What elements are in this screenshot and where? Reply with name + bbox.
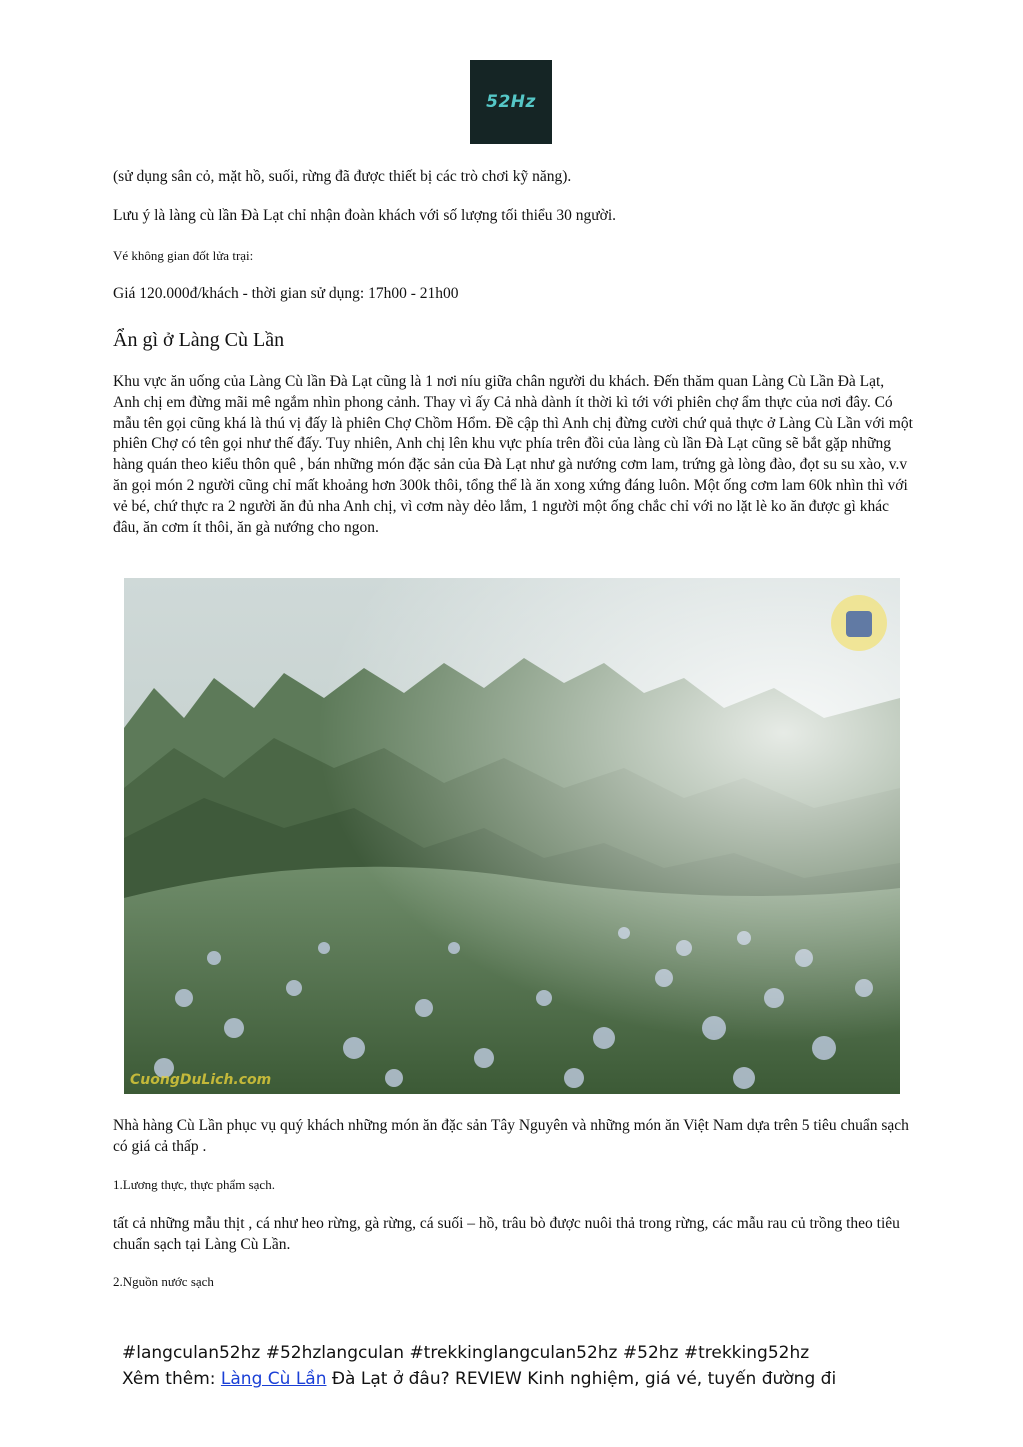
page-footer (122, 1340, 836, 1392)
paragraph-food-area: Khu vực ăn uống của Làng Cù lần Đà Lạt cũng là 1 nơi níu giữa chân người du khách. Đến thăm quan Làng Cù Lần Đà Lạt, Anh chị em đừng mãi mê ngắm nhìn phong cảnh. Thay vì ấy Cả nhà dành ít thời kì tới với phiên chợ ẩm thực của nơi đây. Có mẫu tên gọi cũng khá là thú vị đấy là phiên Chợ Chồm Hổm. Đề cập thì Anh chị đừng cười chứ quả thực ở Làng Cù Lần với một phiên Chợ có tên gọi như thế đấy. Tuy nhiên, Anh chị lên khu vực phía trên đồi của làng cù lần Đà Lạt cũng sẽ bắt gặp những hàng quán theo kiểu thôn quê , bán những món đặc sản của Đà Lạt như gà nướng cơm lam, trứng gà lòng đào, đọt su su xào, v.v ăn gọi món 2 người cũng chỉ mất khoảng hơn 300k thôi, tổng thể là ăn xong xứng đáng luôn. Một ống cơm lam 60k nhìn thì với vẻ bé, chứ thực ra 2 người ăn đủ nha Anh chị, vì cơm này dẻo lắm, 1 người một ống chắc chỉ với no lặt lè ko ăn được gì khác đâu, ăn cơm ít thôi, ăn gà nướng cho ngon. (113, 373, 913, 536)
paragraph-skills-venue: (sử dụng sân cỏ, mặt hồ, suối, rừng đã được thiết bị các trò chơi kỹ năng). (113, 168, 572, 185)
footer-link[interactable]: Làng Cù Lần (220, 1369, 327, 1389)
brand-logo-text: 52Hz (486, 92, 536, 112)
footer-suffix: Đà Lạt ở đâu? REVIEW Kinh nghiệm, giá vé, tuyến đường đi (326, 1369, 837, 1389)
footer-prefix: Xêm thêm: (122, 1369, 221, 1389)
paragraph-campfire-price: Giá 120.000đ/khách - thời gian sử dụng: 17h00 - 21h00 (113, 285, 459, 302)
footer-see-more (122, 1366, 836, 1392)
list-item-clean-food: 1.Lương thực, thực phẩm sạch. (113, 1177, 275, 1192)
footer-hashtags: #langculan52hz #52hzlangculan #trekkinglangculan52hz #52hz #trekking52hz (122, 1343, 810, 1363)
brand-logo (470, 60, 552, 144)
paragraph-clean-food-detail: tất cả những mẫu thịt , cá như heo rừng, gà rừng, cá suối – hồ, trâu bò được nuôi thả trong rừng, các mẫu rau củ trồng theo tiêu chuẩn sạch tại Làng Cù Lần. (113, 1215, 900, 1253)
photo-corner-logo (831, 595, 887, 651)
paragraph-restaurant: Nhà hàng Cù Lần phục vụ quý khách những món ăn đặc sản Tây Nguyên và những món ăn Việt Nam dựa trên 5 tiêu chuẩn sạch có giá cả thấp . (113, 1117, 909, 1155)
paragraph-campfire-ticket: Vé không gian đốt lửa trại: (113, 248, 254, 263)
list-item-clean-water: 2.Nguồn nước sạch (113, 1274, 214, 1289)
section-heading: Ẩn gì ở Làng Cù Lần (113, 329, 285, 351)
photo-watermark: CuongDuLich.com (130, 1072, 272, 1088)
paragraph-group-note: Lưu ý là làng cù lần Đà Lạt chỉ nhận đoàn khách với số lượng tối thiểu 30 người. (113, 207, 617, 224)
hydrangea-field-photo (124, 578, 900, 1094)
